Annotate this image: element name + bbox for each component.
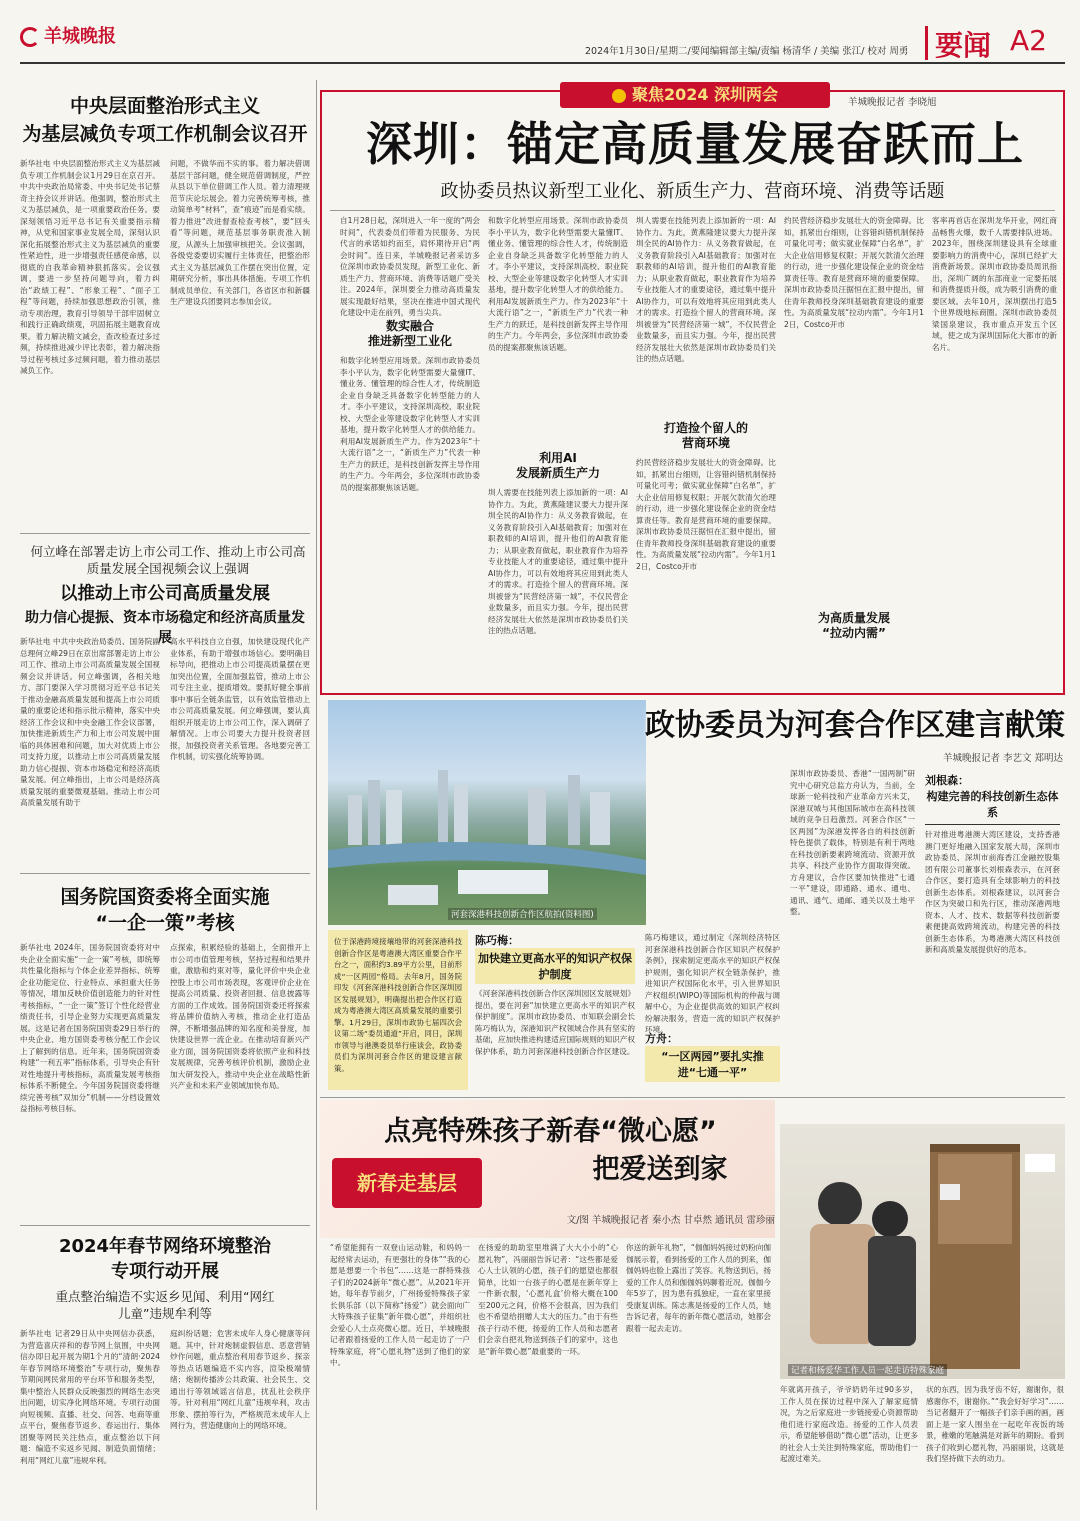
hetao-intro: 位于深港跨境接壤地带的河套深港科技创新合作区是粤港澳大湾区重要合作平台之一，面积约3.89平方公里，目前形成“一区两园”格局。去年8月，国务院印发《河套深港科技创新合作区深圳园区发展规划》，明确提出把合作区打造成为粤港澳大湾区高质量发展的重要引擎。1月29日，深圳市政协七届四次会议第二场“委员通道”开启，同日，深圳市领导与港澳委员举行座谈会，政协委员们为深圳河套合作区的建设建言献策。: [334, 937, 462, 1073]
page-number: A2: [1010, 24, 1047, 57]
a2-body-col2: 高水平科技自立自强，加快建设现代化产业体系，有助于增强市场信心。要明确目标导向，把推动上市公司提高质量摆在更加突出位置，全面加强监管，推动上市公司专注主业、提质增效。要抓好健全事前事中事后全链条监管，以有效监管推动上市公司高质量发展。何立峰强调，要认真组织开展走访上市公司工作，深入调研了解情况。上市公司要大力提升投资者回报，加强投资者关系管理。各地要完善工作机制，切实强化统筹协调。: [170, 637, 310, 761]
article-a4: [20, 1232, 310, 1517]
a1-title-line1: 中央层面整治形式主义: [69, 95, 260, 117]
liu-name: 刘根森：: [925, 774, 969, 787]
hetao-p4-text: 深圳市政协委员、香港“一国两制”研究中心研究总监方舟认为，当前，全球新一轮科技和产业革命方兴未艾，深港双城与其他国际城市在高科技领域的竞争日趋激烈。河套合作区“一区两园”为深港发挥各自的科技创新特色提供了载体，特别是有利于两地在科技创新要素跨境流动、资源开放共享、科技产业协作方面取得突破。方舟建议，合作区要加快推进“七通一平”建设，即通路、通水、通电、通讯、通气、通邮、通关以及土地平整。: [790, 769, 915, 916]
feature-col3-text: 圳人需要在技能列表上添加新的一项：AI协作力。为此，黄燕隆建议要大力提升深圳全民的AI协作力：从义务教育做起，在义务教育阶段引入AI基础教育；加强对在职教师的AI培训，提升他们的AI教育能力；从职业教育做起，职业教育作为培养专业技能人才的重要途径，通过集中提升AI协作力，可以有效地将其应用到此类人才的需求。打造捡个留人的营商环境。深圳被誉为“民营经济第一城”，不仅民营企业数量多，而且实力强。今年，提出民营经济发展壮大依然是深圳市政协委员们关注的热点话题。: [636, 216, 776, 363]
feature-col1-text: 自1月28日起，深圳进入一年一度的“两会时间”，代表委员们带着为民服务、为民代言的承诺如约而至，肩怀期待开启“两会时间”。连日来，羊城晚报记者采访多位深圳市政协委员发现，新型工业化、新质生产力、营商环境、消费等话题广受关注。2024年，深圳要全力推动高质量发展实现最好结果，坚决在推进中国式现代化建设中走在前列，勇当尖兵。: [340, 216, 480, 317]
emblem-icon: [612, 89, 626, 103]
a1-body-col1: 新华社电 中央层面整治形式主义为基层减负专项工作机制会议1月29日在京召开。中共中央政治局常委、中央书记处书记蔡奇主持会议并讲话。他强调，整治形式主义为基层减负，是一项重要政治任务。要深刻领悟习近平总书记有关重要指示精神，从党和国家事业发展全局，深刻认识深化拓展整治形式主义为基层减负的重要性紧迫性，进一步增强责任感使命感，以彻底的自我革命精神狠抓落实。会议强调，要进一步坚持问题导向，着力纠治“政绩工程”、“形象工程”、“面子工程”等问题，持续加强思想政治引领，推动专项治理，教育引导领导干部牢固树立和践行正确政绩观，巩固拓展主题教育成果。着力解决精文减会，查改检查过多过频，持续推进减少评比表彰，着力解决指导过程考核过多过频问题，着力推动基层减负工作。: [20, 159, 160, 375]
divider: [20, 533, 310, 534]
hetao-chen-box: [475, 932, 635, 1106]
feature-col4-text: 约民营经济稳步发展壮大的资金障碍。比如，抓紧出台细则，让容错纠错机制保持可量化可考；做实就业保障“白名单”，扩大企业信用修复权限；开展欠款清欠治理的行动，进一步强化建设保企业的资金结算责任等。教育是营商环境的重要保障。深圳市政协委员汪据恒在汇报中提出，留住青年教师投身深圳基础教育建设的重要性。为高质量发展“拉动内需”。今年1月12日，Costco开市: [784, 216, 924, 329]
hetao-p3-text: 陈巧梅建议，通过制定《深圳经济特区河套深港科技创新合作区知识产权保护条例》，探索制定更高水平的知识产权保护规则，强化知识产权全链条保护，推进知识产权国际化水平，引入世界知识产权组织(WIPO)等国际机构的仲裁与调解中心，为企业提供高效的知识产权纠纷解决服务，营造一流的知识产权保护环境。: [645, 933, 780, 1034]
a4-title-line1: 2024年春节网络环境整治: [58, 1236, 272, 1257]
hetao-liu-box: [925, 772, 1060, 1104]
article-hetao: [320, 700, 1070, 1095]
feature-col-5: 客率再首店在深圳龙华开业，网红商品畅售火爆，数千人需要排队进场。2023年，围绕深圳建设具有全球重要影响力的消费中心，深圳已经扩大消费新场景。深圳市政协委员周讯指出，深圳广阔的东部商业一定要拓展和消费提质升级，成为吸引消费的重要区域。去年10月，深圳摆出打造5个世界级地标商圈。深圳市政协委员梁国泉建议，我市重点开发五个区域，使之成为深圳国际化大都市的新名片。: [932, 216, 1057, 352]
feature-col-2: [488, 215, 628, 685]
divider: [330, 210, 1055, 211]
feature-col-1: [340, 215, 480, 685]
liu-body: 针对推进粤港澳大湾区建设，支持香港澳门更好地融入国家发展大局，深圳市政协委员、深圳市前海香江金融控股集团有限公司董事长刘根森表示，在河套合作区，要打造具有全球影响力的科技创新生态体系。刘根森建议，以河套合作区为突破口和先行区，推动深港两地资本、人才、技术、数据等科技创新要素便捷高效跨境流动，构建完善的科技创新生态体系，为粤港澳大湾区科技创新和高质量发展提供好的范本。: [925, 830, 1060, 954]
subhead-2-line2: 发展新质生产力: [515, 466, 600, 480]
chen-name: 陈巧梅：: [475, 934, 519, 947]
masthead: [0, 0, 1080, 64]
wish-col-1: “希望能拥有一双登山运动鞋，和妈妈一起经常去运动，有更强壮的身体”“我的心愿是想要一个书包”……这是一群特殊孩子们的2024新年“微心愿”。从2021年开始，每年春节前夕，广州扬爱特殊孩子家长俱乐部（以下简称“扬爱”）就会面向广大特殊孩子征集“新年微心愿”，并组织社会爱心人士点亮微心愿。近日，羊城晚报记者跟着扬爱的工作人员一起走访了一户特殊家庭，将“心愿礼物”送到了他们的家中。: [330, 1243, 470, 1367]
a3-title-line1: 国务院国资委将全面实施: [60, 886, 270, 908]
banner-label: 聚焦2024 深圳两会: [631, 85, 779, 104]
wish-col-2: 在扬爱的助助室里堆满了大大小小的“心愿礼物”，冯丽丽告诉记者：“这些都是爱心人士认领的心愿，孩子们的愿望也都很简单，比如一台孩子的心愿是在新年穿上一件新衣服，‘心愿礼盒’价格大概在100至200元之间，价格不会很高，因为我们也不希望给捐赠人太大的压力。”由于有些孩子行动不便，扬爱的工作人员和志愿者们会亲自把礼物送到孩子们的家中，这也是“新年微心愿”最重要的一环。: [478, 1243, 618, 1356]
a4-sub-line1: 重点整治编造不实返乡见闻、利用“网红: [55, 1289, 275, 1304]
feature-reporter: 羊城晚报记者 李晓旭: [848, 97, 937, 108]
wish-col-4: 年就离开孩子，爷爷奶奶年过90多岁，工作人员在探访过程中深入了解家庭情况，为之后家庭进一步链接爱心资源帮助他们进行家庭改造。扬爱的工作人员表示，希望能够借助“微心愿”活动，让更多的社会人士关注到特殊家庭，帮助他们一起渡过难关。: [780, 1385, 918, 1463]
liu-head: 构建完善的科技创新生态体系: [925, 788, 1060, 825]
subhead-4-line2: “拉动内需”: [822, 626, 886, 640]
a2-kicker: 何立峰在部署走访上市公司工作、推动上市公司高质量发展全国视频会议上强调: [30, 544, 306, 576]
feature-banner: [560, 82, 830, 108]
chen-head: 加快建立更高水平的知识产权保护制度: [475, 948, 635, 984]
home-visit-illustration: [780, 1124, 1065, 1379]
a1-body-col2: 问题，不做华而不实的事。着力解决借调基层干部问题，健全规范借调制度，严控从县以下单位借调工作人员。着力清理规范节庆论坛展会。着力完善统筹考核，推动简单考“材料”，查“痕迹”而是看实绩。着力推进“改进督查检查考核”，要“回头看”等问题，规范基层事务职责准入制度，从源头上加强审核把关。会议强调，各级党委要切实履行主体责任，把整治形式主义为基层减负工作摆在突出位置，定期研究分析，事出具体措施。专项工作机制成员单位、有关部门，各省区市和新疆生产建设兵团要同志参加会议。: [170, 159, 310, 306]
article-wish: [320, 1100, 1070, 1515]
subhead-2: [488, 451, 628, 481]
a4-body-col2: 庭纠纷话题；危害未成年人身心健康等问题。其中，针对炮制虚假信息、恶意营销炒作问题，重点整治利用春节返乡、探亲等热点话题编造不实内容，渲染极端情绪；炮制传播涉公共政策、社会民生、交通出行等领域谣言信息，扰乱社会秩序等。针对利用“网红儿童”违规牟利，攻击形象、摆拍等行为，严格规范未成年人上网行为，营造健康向上的网络环境。: [170, 1329, 310, 1430]
feature-col-4: [784, 215, 924, 685]
section-divider: [925, 26, 928, 60]
feature-title: 深圳：锚定高质量发展奋跃而上: [366, 117, 1024, 171]
a3-body-col2: 点探索，积累经验的基础上，全面推开上市公司市值管理考核，坚持过程和结果并重，激励和约束对等，量化评价中央企业控股上市公司市场表现，客观评价企业在提高公司质量、投资者回报、信息披露等方面的工作成效。国务院国资委还将探索将品牌价值纳入考核，推动企业打造品牌，不断增强品牌的知名度和美誉度，加快建设世界一流企业。在推动培育新兴产业方面，国务院国资委将依照产业和科技发展规律，完善考核评价机制，激励企业加大研发投入，推动中央企业在战略性新兴产业和未来产业领域加快布局。: [170, 943, 310, 1090]
paper-logo: [20, 22, 116, 48]
divider: [20, 873, 310, 874]
divider: [320, 1097, 1065, 1098]
masthead-rule: [20, 62, 1065, 64]
logo-swirl-icon: [20, 27, 40, 47]
wish-photo: [780, 1124, 1065, 1379]
chen-body: 《河套深港科技创新合作区深圳园区发展规划》提出，要在河套“加快建立更高水平的知识产权保护制度”。深圳市政协委员、市知联会副会长陈巧梅认为，深港知识产权领域合作具有坚实的基础，应加快推进构建适应国际规则的知识产权保护体系，助力河套深港科技创新合作区建设。: [475, 989, 635, 1056]
a4-body-col1: 新华社电 记者29日从中央网信办获悉，为营造喜庆祥和的春节网上氛围，中央网信办即日起开展为期1个月的“清朗·2024年春节网络环境整治”专项行动，聚焦春节期间网民常用的平台环节和服务类型，集中整治人民群众反映强烈的网络生态突出问题，切实净化网络环境。专项行动面向短视频、直播、社交、问答、电商等重点平台，聚焦春节返乡、春运出行、集体团聚等网民关注热点，重点整治以下问题：编造不实返乡见闻、制造负面情绪；利用“网红儿童”违规牟利。: [20, 1329, 160, 1465]
wish-photo-caption: 记者和杨爱华工作人员一起走访特殊家庭: [788, 1364, 947, 1376]
a3-title-line2: “一企一策”考核: [95, 912, 235, 934]
paper-name: 羊城晚报: [44, 26, 116, 47]
section-label: 要闻: [935, 29, 992, 62]
wish-badge: [332, 1158, 482, 1208]
subhead-1-line1: 数实融合: [385, 319, 434, 333]
subhead-3-line2: 营商环境: [681, 436, 730, 450]
wish-title-line2: 把爱送到家: [592, 1154, 728, 1185]
hetao-photo-caption: 河套深港科技创新合作区航拍(资料图): [448, 908, 597, 920]
a2-title-line1: 以推动上市公司高质量发展: [60, 584, 270, 604]
fang-head: “一区两园”要扎实推进“七通一平”: [645, 1046, 780, 1082]
wish-reporter: 文/图 羊城晚报记者 秦小杰 甘卓然 通讯员 雷珍丽: [566, 1215, 775, 1226]
a2-title-line2: 助力信心提振、资本市场稳定和经济高质量发展: [25, 610, 305, 646]
hetao-fang-box: [645, 1030, 780, 1082]
wish-col-5: 状的东西，因为我牙齿不好，谢谢你，很感谢你不，谢谢你。”“我会好好学习”……当记者翻开了一幅孩子们亲手画的画，画面上是一家人围坐在一起吃年夜饭的场景，稚嫩的笔触满是对新年的期盼。看到孩子们收到心愿礼物，冯丽丽说，这就是我们坚持做下去的动力。: [926, 1385, 1064, 1463]
subhead-4-line1: 为高质量发展: [817, 611, 890, 625]
fang-name: 方舟：: [645, 1032, 678, 1045]
feature-col2-text: 和数字化转型应用场景。深圳市政协委员李小平认为，数字化转型需要大量懂IT、懂业务、懂管理的综合性人才，传统制造企业自身缺乏具备数字化转型能力的人才。李小平建议，支持深圳高校、职业院校、大型企业等建设数字化转型人才实训基地，提升数字化转型人才的供给能力。利用AI发展新质生产力。作为2023年“十大流行语”之一，“新质生产力”代表一种生产力的跃迁，是科技创新发挥主导作用的生产力。今年两会，多位深圳市政协委员的提案都聚焦该话题。: [488, 216, 628, 352]
article-a1: [20, 80, 310, 532]
a4-title-line2: 专项行动开展: [111, 1261, 219, 1282]
a4-sub-line2: 儿童”违规牟利等: [118, 1306, 212, 1321]
hetao-intro-box: [328, 930, 468, 1090]
subhead-3-line1: 打造捡个留人的: [663, 421, 748, 435]
wish-title-line1: 点亮特殊孩子新春“微心愿”: [384, 1116, 717, 1147]
subhead-1-line2: 推进新型工业化: [367, 334, 452, 348]
feature-article: [320, 80, 1070, 700]
feature-col2-text-b: 圳人需要在技能列表上添加新的一项：AI协作力。为此，黄燕隆建议要大力提升深圳全民的AI协作力：从义务教育做起，在义务教育阶段引入AI基础教育；加强对在职教师的AI培训，提升他们的AI教育能力；从职业教育做起，职业教育作为培养专业技能人才的重要途径，通过集中提升AI协作力，可以有效地将其应用到此类人才的需求。打造捡个留人的营商环境。深圳被誉为“民营经济第一城”，不仅民营企业数量多，而且实力强。今年，提出民营经济发展壮大依然是深圳市政协委员们关注的热点话题。: [488, 488, 628, 635]
divider: [20, 1225, 310, 1226]
date-line: 2024年1月30日/星期二/要闻编辑部主编/责编 杨清华 / 美编 张江/ 校对 周勇: [585, 46, 909, 57]
a1-title: [20, 92, 310, 148]
a1-title-line2: 为基层减负专项工作机制会议召开: [22, 123, 308, 145]
hetao-reporter: 羊城晚报记者 李艺文 郑明达: [942, 753, 1063, 764]
feature-subtitle: 政协委员热议新型工业化、新质生产力、营商环境、消费等话题: [440, 181, 945, 202]
article-a3: [20, 880, 310, 1220]
article-a2: [20, 540, 310, 870]
a3-body-col1: 新华社电 2024年，国务院国资委将对中央企业全面实施“一企一策”考核，即统筹共性量化指标与个体企业差异指标、统筹企业功能定位、行业特点、承担重大任务等情况，增加反映价值创造能力的针对性考核指标，“一企一策”签订个性化经营业绩责任书，引导企业努力实现更高质量发展。这是记者在国务院国资委29日举行的中央企业、地方国资委考核分配工作会议上了解到的信息。近年来，国务院国资委构建“一利五率”指标体系，引导央企有针对性地提升考核指标，高质量发展考核指标体系不断健全。今年国务院国资委将继续完善考核“双加分”机制——分档设置效益指标考核目标。: [20, 943, 160, 1113]
column-separator: [316, 80, 317, 1510]
feature-col3-text-b: 约民营经济稳步发展壮大的资金障碍。比如，抓紧出台细则，让容错纠错机制保持可量化可考；做实就业保障“白名单”，扩大企业信用修复权限；开展欠款清欠治理的行动，进一步强化建设保企业的资金结算责任等。教育是营商环境的重要保障。深圳市政协委员汪据恒在汇报中提出，留住青年教师投身深圳基础教育建设的重要性。为高质量发展“拉动内需”。今年1月12日，Costco开市: [636, 458, 776, 571]
subhead-3: [636, 421, 776, 451]
subhead-1: [340, 319, 480, 349]
wish-badge-text: 新春走基层: [357, 1171, 457, 1195]
hetao-title: 政协委员为河套合作区建言献策: [645, 708, 1065, 743]
wish-col-3: 你送的新年礼物”，“伽伽妈妈接过奶粉向伽伽展示着，看到扬爱的工作人员的到来，伽伽妈妈也脸上露出了笑容。礼物送到后，扬爱的工作人员和伽伽妈妈聊着近况。伽伽今年5岁了，因为患有孤独症，一直在家里接受康复训练。陈志燕是扬爱的工作人员，她告诉记者，每年的新年微心愿活动，她都会跟着一起去走访。: [626, 1243, 771, 1333]
feature-col-3: [636, 215, 776, 685]
subhead-4: [784, 611, 924, 641]
feature-col1-text-b: 和数字化转型应用场景。深圳市政协委员李小平认为，数字化转型需要大量懂IT、懂业务、懂管理的综合性人才，传统制造企业自身缺乏具备数字化转型能力的人才。李小平建议，支持深圳高校、职业院校、大型企业等建设数字化转型人才实训基地，提升数字化转型人才的供给能力。利用AI发展新质生产力。作为2023年“十大流行语”之一，“新质生产力”代表一种生产力的跃迁，是科技创新发挥主导作用的生产力。今年两会，多位深圳市政协委员的提案都聚焦该话题。: [340, 356, 480, 492]
a2-body-col1: 新华社电 中共中央政治局委员、国务院副总理何立峰29日在京出席部署走访上市公司工作、推动上市公司高质量发展全国视频会议并讲话。何立峰强调，各相关地方、部门要深入学习贯彻习近平总书记关于推动金融高质量发展和提高上市公司质量的重要论述和指示批示精神，落实中央经济工作会议和中央金融工作会议部署，加快推进新质生产力和上市公司发展中面临的具体困难和问题，加大对优质上市公司支持力度，以推动上市公司高质量发展助力信心提振、资本市场稳定和经济高质量发展。何立峰指出，上市公司是经济高质量发展的重要微观基础。推动上市公司高质量发展有助于: [20, 637, 160, 807]
subhead-2-line1: 利用AI: [539, 451, 577, 465]
